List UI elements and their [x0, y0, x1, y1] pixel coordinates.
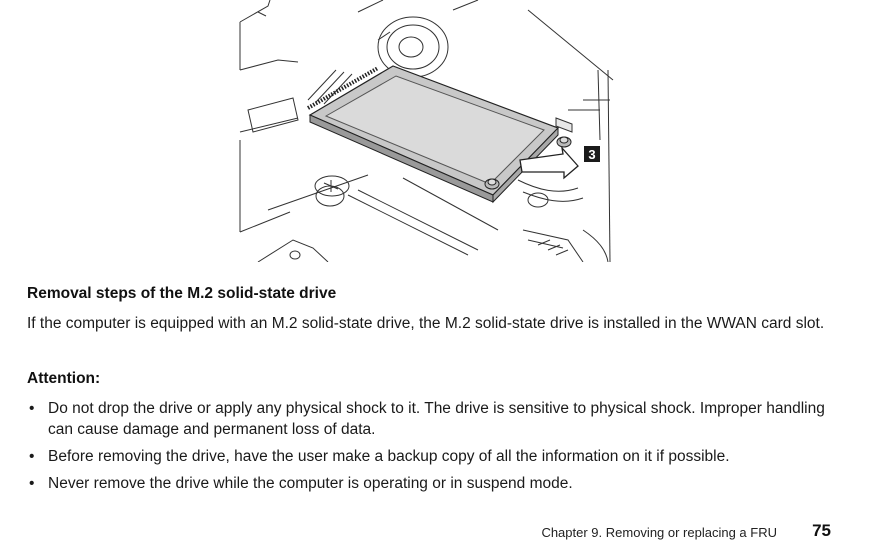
attention-label: Attention: — [27, 370, 101, 387]
list-item — [27, 473, 847, 494]
footer-chapter: Chapter 9. Removing or replacing a FRU — [541, 525, 777, 540]
page-number: 75 — [812, 521, 831, 540]
bullet-glyph: • — [29, 448, 35, 465]
bullet-glyph: • — [29, 475, 35, 492]
illustration-drawing — [238, 0, 618, 262]
bullet-glyph: • — [29, 400, 35, 417]
list-item-text: Do not drop the drive or apply any physical shock to it. The drive is sensitive to physical shock. Improper handling can cause damage and permanent loss of data. — [48, 400, 825, 438]
ssd-removal-illustration — [238, 0, 618, 262]
callout-3 — [584, 146, 600, 162]
callout-number: 3 — [588, 147, 596, 162]
list-item — [27, 398, 847, 440]
list-item-text: Before removing the drive, have the user make a backup copy of all the information on it if possible. — [48, 448, 730, 465]
list-item — [27, 446, 847, 467]
attention-list — [27, 398, 847, 500]
section-heading: Removal steps of the M.2 solid-state drive — [27, 285, 337, 302]
list-item-text: Never remove the drive while the computer is operating or in suspend mode. — [48, 475, 573, 492]
intro-paragraph: If the computer is equipped with an M.2 solid-state drive, the M.2 solid-state drive is installed in the WWAN card slot. — [27, 315, 825, 332]
